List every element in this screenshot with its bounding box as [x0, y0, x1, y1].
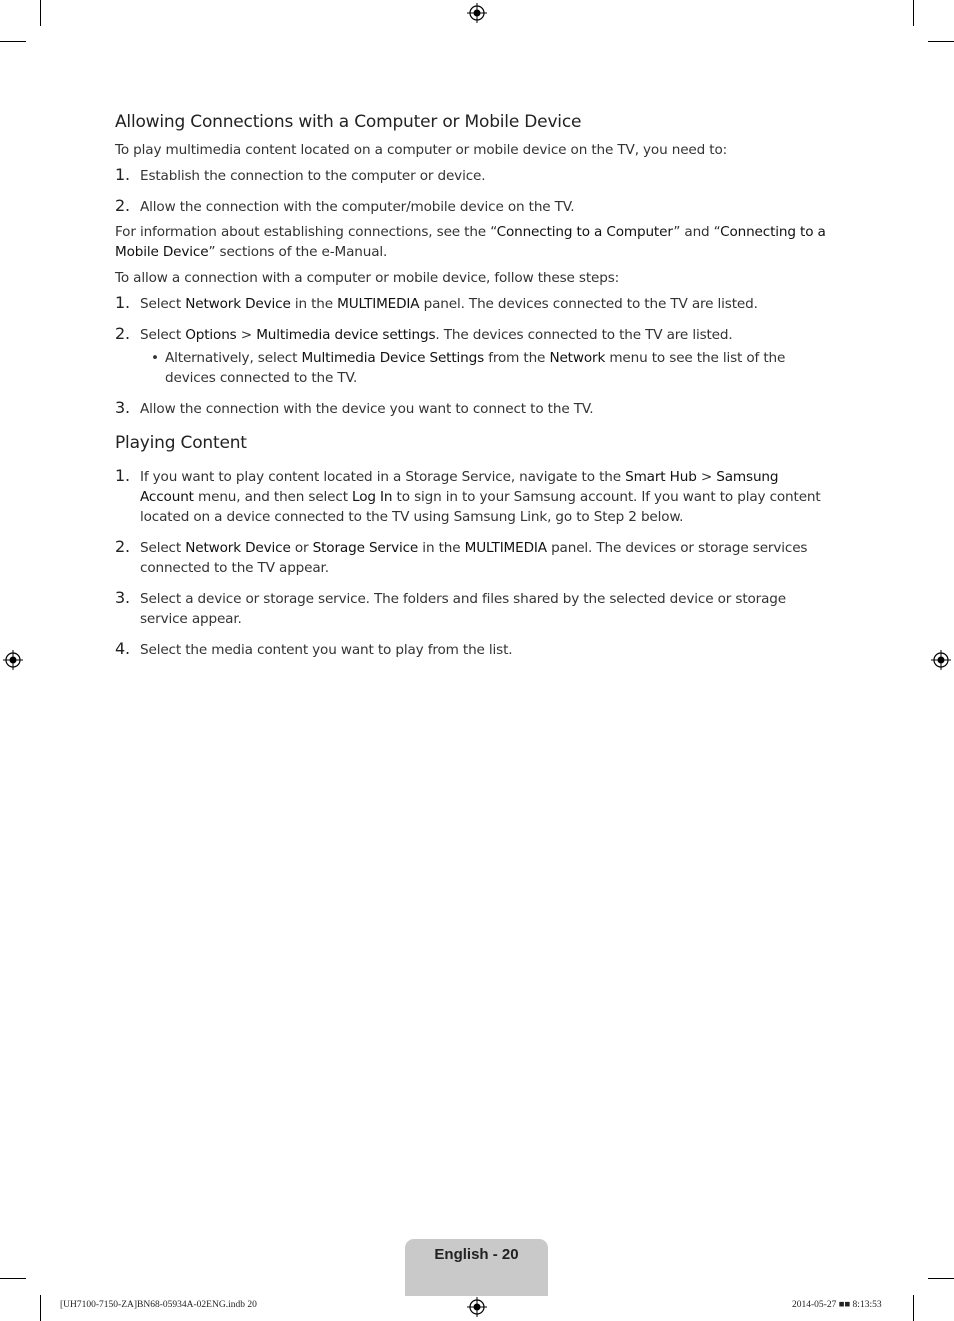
text: If you want to play content located in a Storage Service, navigate to the [140, 469, 626, 485]
text: ” and “ [673, 224, 721, 240]
text: Select [140, 540, 186, 556]
section-heading-playing-content: Playing Content [115, 433, 247, 453]
crop-mark [928, 1278, 954, 1279]
step-text: Select the media content you want to play from the list. [140, 642, 513, 658]
text: from the [484, 350, 550, 366]
manual-section-ref: Connecting to a Mobile Device [115, 224, 826, 260]
menu-term: Network Device [185, 296, 291, 312]
text: Select [140, 296, 186, 312]
step-number: 1. [115, 293, 130, 312]
step-number: 4. [115, 639, 130, 658]
list-item [115, 294, 835, 314]
text: menu to see the list of the devices connected to the TV. [165, 350, 786, 386]
step-number: 2. [115, 196, 130, 215]
step-number: 1. [115, 165, 130, 184]
menu-term: Smart Hub [625, 469, 697, 485]
list-item [115, 589, 835, 629]
menu-term: Options [185, 327, 237, 343]
text: ” sections of the e-Manual. [208, 244, 388, 260]
chevron-right-icon: > [236, 327, 257, 343]
list-item [115, 166, 835, 186]
menu-term: MULTIMEDIA [464, 540, 547, 556]
text: . The devices connected to the TV are listed. [435, 327, 733, 343]
menu-term: Log In [352, 489, 393, 505]
menu-term: Network Device [185, 540, 291, 556]
list-item [115, 538, 835, 578]
menu-term: Network [549, 350, 606, 366]
section-heading-connections: Allowing Connections with a Computer or Mobile Device [115, 112, 582, 132]
step-text: Select a device or storage service. The folders and files shared by the selected device or storage service appear. [140, 591, 786, 627]
text: panel. The devices or storage services connected to the TV appear. [140, 540, 808, 576]
menu-term: Multimedia Device Settings [301, 350, 485, 366]
text: in the [418, 540, 465, 556]
registration-mark-icon [467, 3, 487, 23]
crop-mark [913, 0, 914, 26]
page-content [115, 112, 835, 671]
page-number: English - 20 [434, 1246, 519, 1263]
crop-mark [928, 41, 954, 42]
text: or [290, 540, 313, 556]
text: menu, and then select [193, 489, 353, 505]
registration-mark-icon [3, 650, 23, 670]
crop-mark [0, 41, 26, 42]
text: Alternatively, select [165, 350, 302, 366]
menu-term: Multimedia device settings [256, 327, 436, 343]
step-text: Allow the connection with the computer/mobile device on the TV. [140, 199, 575, 215]
registration-mark-icon [931, 650, 951, 670]
step-number: 1. [115, 466, 130, 485]
bullet-item [115, 348, 835, 388]
crop-mark [913, 1295, 914, 1321]
list-item [115, 467, 835, 527]
allow-intro-text: To allow a connection with a computer or mobile device, follow these steps: [115, 270, 620, 286]
print-slug-right: 2014-05-27 ■■ 8:13:53 [792, 1300, 882, 1310]
step-text: Allow the connection with the device you want to connect to the TV. [140, 401, 594, 417]
list-item [115, 325, 835, 345]
info-paragraph [115, 222, 835, 262]
step-number: 3. [115, 588, 130, 607]
text: For information about establishing connections, see the “ [115, 224, 497, 240]
step-text: Establish the connection to the computer or device. [140, 168, 486, 184]
chevron-right-icon: > [696, 469, 717, 485]
menu-term: MULTIMEDIA [337, 296, 420, 312]
list-item [115, 399, 835, 419]
list-item [115, 197, 835, 217]
menu-term: Samsung Account [140, 469, 779, 505]
intro-text: To play multimedia content located on a computer or mobile device on the TV, you need to: [115, 142, 728, 158]
crop-mark [40, 1295, 41, 1321]
crop-mark [0, 1278, 26, 1279]
print-slug-left: [UH7100-7150-ZA]BN68-05934A-02ENG.indb 20 [60, 1300, 257, 1310]
text: panel. The devices connected to the TV are listed. [419, 296, 758, 312]
bullet-icon: • [151, 350, 159, 366]
step-number: 2. [115, 537, 130, 556]
step-number: 2. [115, 324, 130, 343]
text: in the [290, 296, 338, 312]
step-number: 3. [115, 398, 130, 417]
menu-term: Storage Service [312, 540, 419, 556]
text: Select [140, 327, 186, 343]
list-item [115, 640, 835, 660]
text: to sign in to your Samsung account. If you want to play content located on a device connected to the TV using Samsung Link, go to Step 2 below. [140, 489, 821, 525]
registration-mark-icon [467, 1297, 487, 1317]
crop-mark [40, 0, 41, 26]
manual-section-ref: Connecting to a Computer [496, 224, 674, 240]
